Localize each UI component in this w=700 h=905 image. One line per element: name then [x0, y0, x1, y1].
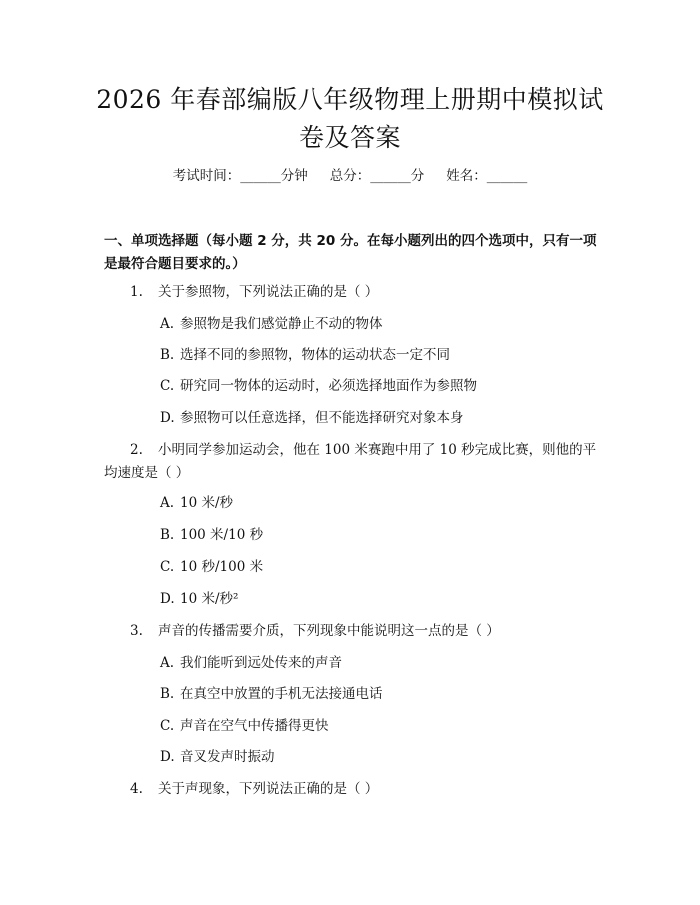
time-blank: ______	[240, 168, 281, 184]
option-label: B.	[160, 347, 175, 363]
question-3	[130, 619, 600, 643]
section-heading: 一、单项选择题（每小题 2 分，共 20 分。在每小题列出的四个选项中，只有一项	[104, 233, 597, 249]
option-label: C.	[160, 559, 175, 575]
exam-meta	[0, 166, 700, 186]
section-heading-continued: 是最符合题目要求的。）	[104, 256, 246, 272]
time-label: 考试时间：	[172, 168, 241, 184]
question-number: 3.	[130, 623, 143, 639]
option-3b	[160, 682, 600, 706]
question-text: 小明同学参加运动会，他在 100 米赛跑中用了 10 秒完成比赛，则他的平	[158, 442, 597, 458]
option-1a	[160, 312, 600, 336]
question-text: 关于声现象，下列说法正确的是（ ）	[158, 781, 379, 797]
option-3a	[160, 651, 600, 675]
option-2b	[160, 523, 600, 547]
option-text: 在真空中放置的手机无法接通电话	[180, 686, 383, 702]
option-text: 100 米/10 秒	[180, 527, 264, 543]
option-text: 10 米/秒²	[180, 591, 239, 607]
option-text: 我们能听到远处传来的声音	[180, 655, 342, 671]
option-text: 10 米/秒	[180, 495, 234, 511]
question-number: 2.	[130, 442, 143, 458]
option-text: 10 秒/100 米	[180, 559, 264, 575]
score-unit: 分	[410, 168, 425, 184]
option-label: A.	[160, 655, 175, 671]
question-2-continued: 均速度是（ ）	[104, 465, 190, 481]
option-text: 音叉发声时振动	[180, 749, 275, 765]
question-1	[130, 280, 600, 304]
option-label: D.	[160, 749, 175, 765]
page-title-continued: 卷及答案	[298, 123, 401, 152]
option-1b	[160, 343, 600, 367]
option-2c	[160, 555, 600, 579]
option-label: B.	[160, 527, 175, 543]
question-number: 1.	[130, 284, 143, 300]
option-text: 参照物可以任意选择，但不能选择研究对象本身	[180, 410, 464, 426]
option-label: A.	[160, 495, 175, 511]
page-title: 2026 年春部编版八年级物理上册期中模拟试	[96, 85, 604, 114]
option-text: 参照物是我们感觉静止不动的物体	[180, 316, 383, 332]
option-text: 研究同一物体的运动时，必须选择地面作为参照物	[180, 378, 477, 394]
question-number: 4.	[130, 781, 143, 797]
score-label: 总分：	[329, 168, 371, 184]
question-2	[130, 438, 600, 462]
option-label: A.	[160, 316, 175, 332]
option-label: B.	[160, 686, 175, 702]
option-3c	[160, 714, 600, 738]
option-label: D.	[160, 410, 175, 426]
question-text: 声音的传播需要介质，下列现象中能说明这一点的是（ ）	[158, 623, 500, 639]
question-4	[130, 777, 600, 801]
option-label: D.	[160, 591, 175, 607]
option-3d	[160, 745, 600, 769]
option-2d	[160, 587, 600, 611]
score-blank: ______	[370, 168, 411, 184]
option-2a	[160, 491, 600, 515]
option-label: C.	[160, 378, 175, 394]
name-blank: ______	[486, 168, 528, 184]
name-label: 姓名：	[446, 168, 487, 184]
option-text: 选择不同的参照物，物体的运动状态一定不同	[180, 347, 450, 363]
option-1d	[160, 406, 600, 430]
option-label: C.	[160, 718, 175, 734]
option-text: 声音在空气中传播得更快	[180, 718, 329, 734]
time-unit: 分钟	[280, 168, 308, 184]
question-text: 关于参照物，下列说法正确的是（ ）	[158, 284, 379, 300]
option-1c	[160, 374, 600, 398]
